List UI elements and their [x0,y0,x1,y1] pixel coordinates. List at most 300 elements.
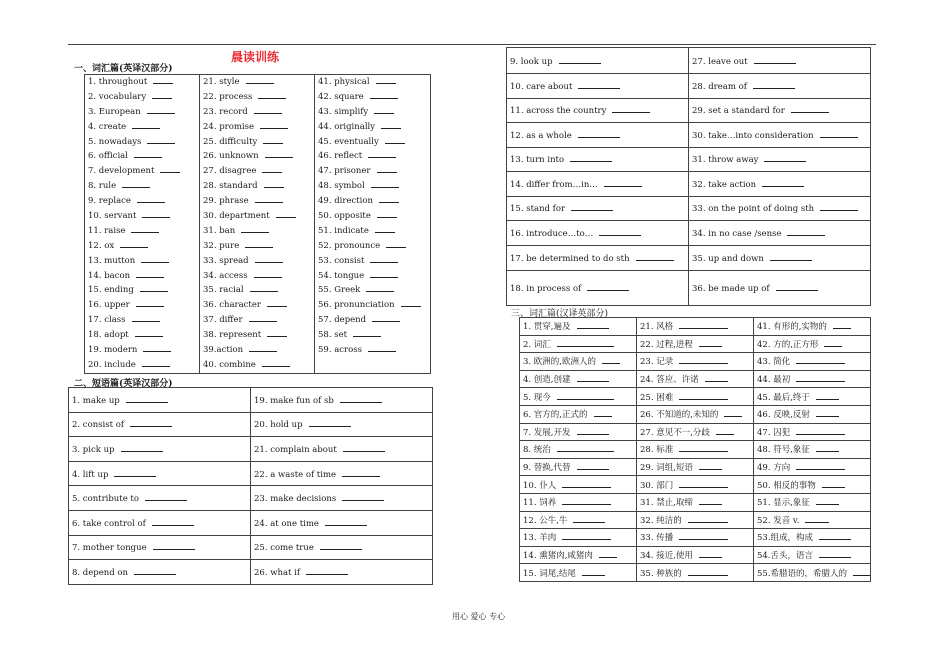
answer-blank[interactable] [557,391,615,400]
answer-blank[interactable] [136,269,164,278]
item-label: 54. tongue [318,270,365,281]
item-label: 34. in no case /sense [692,228,782,239]
answer-blank[interactable] [263,135,283,144]
item-label: 52. pronounce [318,240,381,251]
phrase-cell [507,172,689,197]
vocab-ce-cell [520,493,637,511]
item-label: 53.组成，构成 [757,533,814,544]
answer-blank[interactable] [819,549,851,558]
answer-blank[interactable] [137,194,165,203]
answer-blank[interactable] [819,531,851,540]
answer-blank[interactable] [374,105,394,114]
item-label: 55. Greek [318,285,361,296]
answer-blank[interactable] [385,135,405,144]
vocab-ce-cell [520,353,637,371]
item-label: 6. official [88,151,128,162]
vocab-ce-cell [520,318,637,336]
answer-blank[interactable] [241,224,269,233]
answer-blank[interactable] [679,531,728,540]
answer-blank[interactable] [816,391,840,400]
vocab-ce-row [520,335,871,353]
item-label: 37. differ [203,315,243,326]
answer-blank[interactable] [306,566,348,575]
page-title: 晨读训练 [231,50,280,64]
phrase-row [507,270,871,305]
answer-blank[interactable] [309,418,351,427]
answer-blank[interactable] [254,105,282,114]
item-label: 18. adopt [88,330,129,341]
answer-blank[interactable] [787,227,825,236]
item-label: 22. process [203,91,253,102]
phrase-cell [507,270,689,305]
item-label: 52. 发音 v. [757,515,800,526]
answer-blank[interactable] [147,105,175,114]
answer-blank[interactable] [796,461,845,470]
answer-blank[interactable] [705,373,729,382]
answer-blank[interactable] [776,282,818,291]
vocab-item [88,179,196,194]
vocab-item [203,239,311,254]
vocab-item [318,224,427,239]
answer-blank[interactable] [147,135,175,144]
item-label: 32. pure [203,240,240,251]
answer-blank[interactable] [688,567,729,576]
answer-blank[interactable] [824,338,842,347]
item-label: 24. promise [203,121,255,132]
answer-blank[interactable] [371,179,399,188]
vocab-ce-cell [637,493,754,511]
answer-blank[interactable] [770,252,812,261]
answer-blank[interactable] [262,164,282,173]
vocab-item [88,254,196,269]
answer-blank[interactable] [136,298,164,307]
answer-blank[interactable] [126,394,168,403]
answer-blank[interactable] [342,468,380,477]
phrase-cell [69,388,251,413]
answer-blank[interactable] [258,90,286,99]
item-label: 12. 公牛,牛 [523,515,568,526]
item-label: 43. 简化 [757,357,791,368]
answer-blank[interactable] [153,75,173,84]
answer-blank[interactable] [366,283,394,292]
item-label: 51. indicate [318,225,369,236]
item-label: 25. come true [254,543,314,554]
item-label: 49. direction [318,196,373,207]
item-label: 50. 相反的事物 [757,480,816,491]
answer-blank[interactable] [582,567,606,576]
vocab-ce-cell [637,476,754,494]
phrase-cell [251,560,433,585]
answer-blank[interactable] [577,426,609,435]
answer-blank[interactable] [791,104,829,113]
item-label: 15. stand for [510,204,566,215]
vocab-item [203,254,311,269]
item-label: 22. a waste of time [254,469,337,480]
vocab-column-2 [200,75,315,374]
answer-blank[interactable] [142,358,170,367]
vocab-ce-cell [637,546,754,564]
item-label: 11. raise [88,225,126,236]
vocab-item [88,343,196,358]
answer-blank[interactable] [340,394,382,403]
phrase-cell [251,388,433,413]
item-label: 6. 官方的,正式的 [523,410,588,421]
item-label: 21. style [203,77,240,87]
vocab-ce-row [520,476,871,494]
answer-blank[interactable] [578,129,620,138]
answer-blank[interactable] [343,443,385,452]
item-label: 36. character [203,300,261,311]
item-label: 25. difficulty [203,136,258,147]
answer-blank[interactable] [342,492,384,501]
answer-blank[interactable] [368,343,396,352]
vocab-item [318,298,427,313]
answer-blank[interactable] [699,496,723,505]
vocab-item [318,90,427,105]
answer-blank[interactable] [724,408,742,417]
answer-blank[interactable] [249,343,277,352]
vocab-item [88,224,196,239]
answer-blank[interactable] [679,355,728,364]
section-heading-phrase: 二、短语篇(英译汉部分) [74,379,173,389]
answer-blank[interactable] [122,179,150,188]
vocab-item [318,194,427,209]
answer-blank[interactable] [353,328,381,337]
item-label: 38. represent [203,330,262,341]
item-label: 32. take action [692,179,757,190]
vocab-item [203,358,311,373]
answer-blank[interactable] [679,320,728,329]
phrase-cell [69,437,251,462]
answer-blank[interactable] [320,541,362,550]
vocab-item [318,283,427,298]
item-label: 53. consist [318,255,365,266]
answer-blank[interactable] [557,443,615,452]
phrase-cell [689,98,871,123]
answer-blank[interactable] [131,224,159,233]
answer-blank[interactable] [141,254,169,263]
vocab-ce-cell [754,370,871,388]
item-label: 23. 记录 [640,357,674,368]
item-label: 7. development [88,166,155,177]
vocab-item [318,75,427,90]
answer-blank[interactable] [754,55,796,64]
item-label: 6. take control of [72,518,146,529]
answer-blank[interactable] [140,283,168,292]
answer-blank[interactable] [716,426,734,435]
answer-blank[interactable] [636,252,674,261]
answer-blank[interactable] [265,149,293,158]
answer-blank[interactable] [820,202,858,211]
phrase-cell [251,510,433,535]
answer-blank[interactable] [276,209,296,218]
item-label: 8. depend on [72,567,128,578]
answer-blank[interactable] [816,443,840,452]
item-label: 59. across [318,345,362,356]
item-label: 26. what if [254,567,301,578]
answer-blank[interactable] [562,479,611,488]
answer-blank[interactable] [132,120,160,129]
answer-blank[interactable] [145,492,187,501]
answer-blank[interactable] [764,153,806,162]
answer-blank[interactable] [573,514,605,523]
answer-blank[interactable] [594,408,612,417]
phrase-cell [689,123,871,148]
answer-blank[interactable] [796,355,845,364]
phrase-row [69,388,433,413]
answer-blank[interactable] [762,178,804,187]
answer-blank[interactable] [152,90,172,99]
vocab-item [88,283,196,298]
item-label: 11. 饲养 [523,498,557,509]
answer-blank[interactable] [833,320,851,329]
phrase-row [507,98,871,123]
answer-blank[interactable] [255,254,283,263]
vocab-item [88,328,196,343]
item-label: 24. 答应、许诺 [640,375,699,386]
answer-blank[interactable] [368,149,396,158]
answer-blank[interactable] [559,55,601,64]
item-label: 5. 现今 [523,392,551,403]
answer-blank[interactable] [562,496,611,505]
vocab-ce-row [520,493,871,511]
vocab-item [203,283,311,298]
item-label: 26. 不知道的,未知的 [640,410,719,421]
answer-blank[interactable] [130,418,172,427]
answer-blank[interactable] [114,468,156,477]
answer-blank[interactable] [262,358,290,367]
item-label: 21. 风格 [640,322,674,333]
answer-blank[interactable] [142,209,170,218]
answer-blank[interactable] [679,391,728,400]
item-label: 7. 发展,开发 [523,427,571,438]
item-label: 4. create [88,121,127,132]
phrase-cell [251,486,433,511]
vocab-ce-cell [520,529,637,547]
vocab-item [88,90,196,105]
answer-blank[interactable] [599,549,617,558]
answer-blank[interactable] [370,254,398,263]
answer-blank[interactable] [557,338,615,347]
answer-blank[interactable] [796,426,845,435]
phrase-cell [689,172,871,197]
answer-blank[interactable] [260,120,288,129]
vocab-item [203,209,311,224]
answer-blank[interactable] [587,282,629,291]
item-label: 40. combine [203,359,256,370]
answer-blank[interactable] [134,149,162,158]
answer-blank[interactable] [254,269,282,278]
phrase-cell [689,270,871,305]
phrase-cell [69,535,251,560]
vocab-ce-row [520,370,871,388]
phrase-cell [69,412,251,437]
answer-blank[interactable] [250,283,278,292]
answer-blank[interactable] [604,178,642,187]
answer-blank[interactable] [699,461,723,470]
answer-blank[interactable] [134,566,176,575]
answer-blank[interactable] [264,179,284,188]
answer-blank[interactable] [255,194,283,203]
item-label: 1. 贯穿,遍及 [523,322,571,333]
vocab-item [88,269,196,284]
vocab-item [203,90,311,105]
item-label: 23. make decisions [254,494,337,505]
answer-blank[interactable] [377,209,397,218]
answer-blank[interactable] [132,313,160,322]
vocab-ce-cell [754,335,871,353]
phrase-row [69,486,433,511]
answer-blank[interactable] [121,443,163,452]
answer-blank[interactable] [372,313,400,322]
phrase-row [507,172,871,197]
answer-blank[interactable] [570,153,612,162]
answer-blank[interactable] [853,567,870,576]
item-label: 25. 困难 [640,392,674,403]
answer-blank[interactable] [577,320,609,329]
vocab-item [203,328,311,343]
phrase-cell [507,245,689,270]
phrase-row [507,123,871,148]
answer-blank[interactable] [562,531,611,540]
answer-blank[interactable] [249,313,277,322]
answer-blank[interactable] [375,224,395,233]
item-label: 33. 传播 [640,533,674,544]
item-label: 15. ending [88,285,134,296]
answer-blank[interactable] [820,129,858,138]
answer-blank[interactable] [599,227,641,236]
item-label: 29. set a standard for [692,106,785,117]
item-label: 13. mutton [88,255,136,266]
answer-blank[interactable] [602,355,620,364]
vocab-ce-row [520,564,871,582]
answer-blank[interactable] [370,90,398,99]
item-label: 45. 最后,终于 [757,392,810,403]
phrase-row [69,412,433,437]
vocab-item [318,105,427,120]
vocab-ce-cell [520,511,637,529]
answer-blank[interactable] [153,541,195,550]
vocab-ce-cell [754,458,871,476]
answer-blank[interactable] [577,373,609,382]
answer-blank[interactable] [688,514,729,523]
item-label: 9. look up [510,56,553,67]
phrase-row [507,74,871,99]
phrase-cell [251,412,433,437]
answer-blank[interactable] [325,517,367,526]
item-label: 46. reflect [318,151,363,162]
vocab-ce-cell [520,458,637,476]
item-label: 4. lift up [72,469,109,480]
answer-blank[interactable] [699,549,723,558]
item-label: 19. make fun of sb [254,395,334,406]
answer-blank[interactable] [699,338,723,347]
answer-blank[interactable] [377,164,397,173]
answer-blank[interactable] [805,514,829,523]
answer-blank[interactable] [152,517,194,526]
vocab-ce-cell [637,405,754,423]
answer-blank[interactable] [796,373,845,382]
answer-blank[interactable] [816,496,840,505]
item-label: 20. include [88,359,136,370]
answer-blank[interactable] [612,104,650,113]
item-label: 39.action [203,345,244,356]
vocab-item [88,149,196,164]
item-label: 33. spread [203,255,249,266]
answer-blank[interactable] [578,80,620,89]
item-label: 5. nowadays [88,136,142,147]
item-label: 49. 方向 [757,463,791,474]
phrase-row [69,461,433,486]
answer-blank[interactable] [816,408,840,417]
answer-blank[interactable] [386,239,406,248]
answer-blank[interactable] [379,194,399,203]
phrase-cell [689,221,871,246]
answer-blank[interactable] [267,328,287,337]
vocab-ce-cell [637,388,754,406]
phrase-row [69,437,433,462]
vocab-item [88,105,196,120]
item-label: 31. throw away [692,155,759,166]
section-heading-vocab: 一、词汇篇(英译汉部分) [74,64,173,74]
item-label: 4. 创造,创建 [523,375,571,386]
phrase-cell [507,196,689,221]
answer-blank[interactable] [160,164,180,173]
item-label: 23. record [203,106,248,117]
answer-blank[interactable] [376,75,396,84]
vocab-item [88,164,196,179]
answer-blank[interactable] [245,239,273,248]
answer-blank[interactable] [577,461,609,470]
item-label: 8. 统治 [523,445,551,456]
vocab-ce-row [520,458,871,476]
answer-blank[interactable] [679,443,728,452]
answer-blank[interactable] [679,479,728,488]
answer-blank[interactable] [381,120,401,129]
vocab-ce-table [519,317,871,582]
item-label: 12. ox [88,240,115,251]
answer-blank[interactable] [753,80,795,89]
answer-blank[interactable] [246,75,274,84]
vocab-item [203,179,311,194]
item-label: 14. bacon [88,270,131,281]
item-label: 3. pick up [72,444,115,455]
phrase-cell [507,221,689,246]
answer-blank[interactable] [822,479,846,488]
item-label: 42. 方的,正方形 [757,339,819,350]
vocab-ce-cell [637,529,754,547]
answer-blank[interactable] [401,298,421,307]
item-label: 13. 羊肉 [523,533,557,544]
vocab-ce-cell [520,476,637,494]
vocab-item [203,164,311,179]
vocab-ce-cell [637,441,754,459]
item-label: 51. 显示,象征 [757,498,810,509]
item-label: 48. symbol [318,181,365,192]
vocab-item [88,75,196,90]
answer-blank[interactable] [135,328,163,337]
item-label: 27. disagree [203,166,257,177]
item-label: 2. consist of [72,420,124,431]
answer-blank[interactable] [267,298,287,307]
answer-blank[interactable] [571,202,613,211]
answer-blank[interactable] [120,239,148,248]
answer-blank[interactable] [143,343,171,352]
vocab-ce-cell [754,493,871,511]
item-label: 10. servant [88,211,137,222]
answer-blank[interactable] [370,269,398,278]
phrase-cell [69,486,251,511]
